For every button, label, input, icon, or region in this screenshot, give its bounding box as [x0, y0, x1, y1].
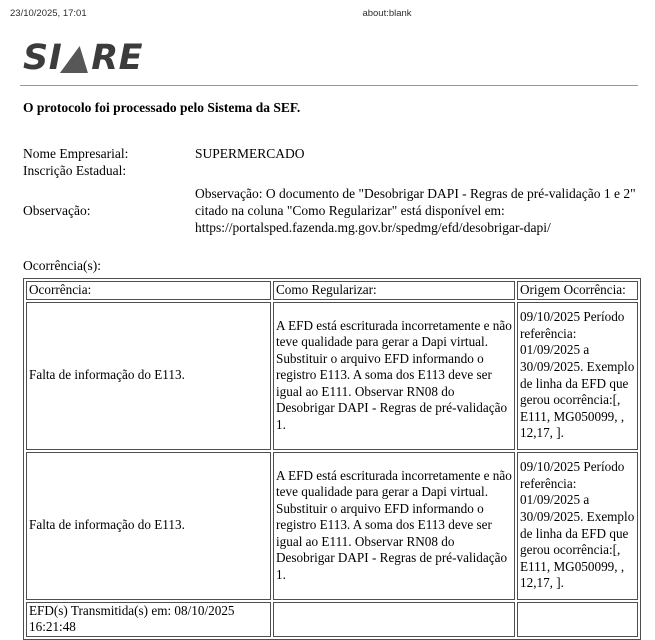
- status-message: O protocolo foi processado pelo Sistema da SEF.: [23, 100, 301, 115]
- inscricao-estadual-label: Inscrição Estadual:: [23, 163, 127, 178]
- table-row: [26, 452, 638, 600]
- nome-empresarial-label: Nome Empresarial:: [23, 146, 129, 161]
- table-row: [26, 302, 638, 450]
- column-header-ocorrencia: Ocorrência:: [26, 281, 271, 300]
- divider: [20, 85, 638, 86]
- cell-como-regularizar: A EFD está escriturada incorretamente e não teve qualidade para gerar a Dapi virtual. Substituir o arquivo EFD informando o registro E113. A soma dos E113 deve ser igual ao E111. Observar RN08 do Desobrigar DAPI - Regras de pré-validação 1.: [273, 302, 515, 450]
- cell-como-regularizar: A EFD está escriturada incorretamente e não teve qualidade para gerar a Dapi virtual. Substituir o arquivo EFD informando o registro E113. A soma dos E113 deve ser igual ao E111. Observar RN08 do Desobrigar DAPI - Regras de pré-validação 1.: [273, 452, 515, 600]
- observacao-value: Observação: O documento de "Desobrigar DAPI - Regras de pré-validação 1 e 2" citado na coluna "Como Regularizar" está disponível em: https://portalsped.fazenda.mg.gov.br/spedmg/efd/desobrigar-dapi/: [195, 186, 636, 235]
- triangle-icon: [60, 46, 94, 73]
- cell-ocorrencia: Falta de informação do E113.: [26, 302, 271, 450]
- observacao-label: Observação:: [23, 203, 91, 218]
- print-header: [0, 8, 655, 22]
- column-header-origem: Origem Ocorrência:: [517, 281, 638, 300]
- cell-origem: 09/10/2025 Período referência: 01/09/2025 a 30/09/2025. Exemplo de linha da EFD que gerou ocorrência:[, E111, MG050099, , 12,17, ].: [517, 302, 638, 450]
- cell-origem: 09/10/2025 Período referência: 01/09/2025 a 30/09/2025. Exemplo de linha da EFD que gerou ocorrência:[, E111, MG050099, , 12,17, ].: [517, 452, 638, 600]
- occurrences-table: [23, 278, 641, 640]
- occurrences-section-label: Ocorrência(s):: [23, 258, 101, 273]
- siare-logo: [23, 38, 639, 78]
- cell-efd-transmitida: EFD(s) Transmitida(s) em: 08/10/2025 16:21:48: [26, 602, 271, 637]
- table-header-row: [26, 281, 638, 300]
- print-header-url: about:blank: [362, 8, 412, 19]
- cell-ocorrencia: Falta de informação do E113.: [26, 452, 271, 600]
- info-section: [23, 145, 641, 236]
- print-header-datetime: 23/10/2025, 17:01: [10, 8, 87, 19]
- nome-empresarial-value: SUPERMERCADO: [195, 146, 305, 161]
- siare-logo-text-left: SI: [23, 38, 63, 78]
- observacao-row: [23, 185, 641, 236]
- siare-logo-text-right: RE: [91, 38, 144, 78]
- page-content: [0, 38, 655, 640]
- inscricao-estadual-value: [195, 162, 641, 179]
- column-header-como-regularizar: Como Regularizar:: [273, 281, 515, 300]
